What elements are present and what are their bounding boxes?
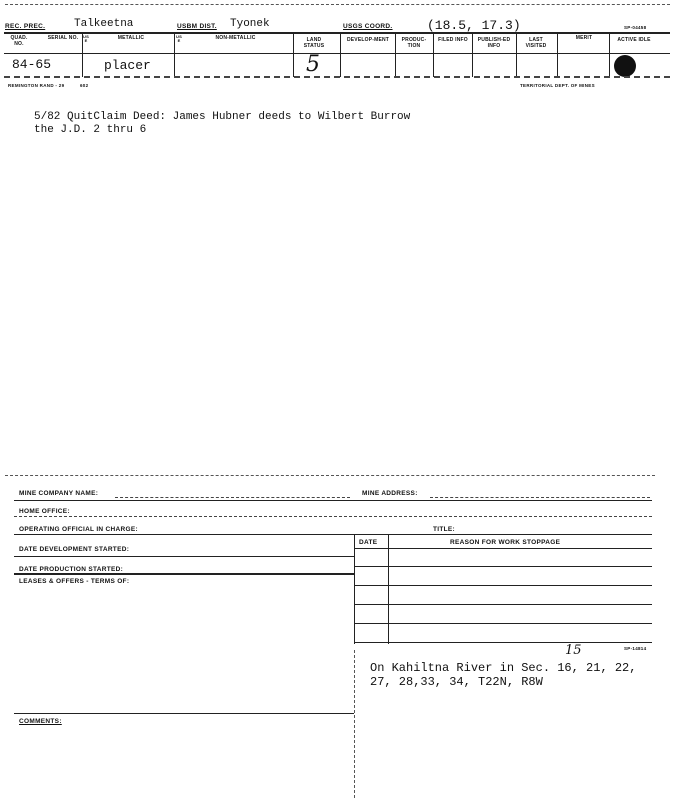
- col-published-info: PUBLISH-ED INFO: [477, 37, 511, 49]
- rule-4: [14, 556, 354, 557]
- footer-right: TERRITORIAL DEPT. OF MINES: [520, 83, 595, 88]
- divider-8: [516, 33, 517, 77]
- table-rule-4: [354, 604, 652, 605]
- table-rule-5: [354, 623, 652, 624]
- col-active-idle: ACTIVE IDLE: [617, 37, 651, 43]
- table-rule-1: [354, 548, 652, 549]
- reason-col-header: REASON FOR WORK STOPPAGE: [450, 539, 561, 546]
- date-col-header: DATE: [359, 539, 378, 546]
- title-label: TITLE:: [433, 526, 456, 533]
- col-non-metallic: NON-METALLIC: [215, 35, 256, 41]
- col-development: DEVELOP-MENT: [346, 37, 390, 43]
- col-quad-no: QUAD. NO.: [10, 35, 28, 47]
- card-bottom-rule: [4, 76, 670, 78]
- table-rule-6: [354, 642, 652, 643]
- typed-note-line-1: 5/82 QuitClaim Deed: James Hubner deeds to Wilbert Burrow: [34, 111, 411, 123]
- rule-3: [14, 534, 652, 535]
- header-rule: [4, 32, 670, 34]
- usbm-dist-value: Tyonek: [230, 18, 270, 30]
- divider-4: [340, 33, 341, 77]
- quad-serial-value: 84-65: [12, 57, 52, 72]
- leases-label: LEASES & OFFERS - TERMS OF:: [19, 578, 130, 585]
- operating-official-label: OPERATING OFFICIAL IN CHARGE:: [19, 526, 138, 533]
- divider-10: [609, 33, 610, 77]
- usgs-coord-value: (18.5, 17.3): [427, 18, 521, 33]
- divider-1: [82, 33, 83, 77]
- form-number-top: SP-04458: [624, 25, 647, 30]
- divider-2: [174, 33, 175, 77]
- rec-prec-label: REC. PREC.: [5, 23, 46, 30]
- metallic-value: placer: [104, 58, 151, 73]
- table-left-border: [354, 534, 355, 644]
- usgs-coord-label: USGS COORD.: [343, 23, 393, 30]
- active-status-dot-icon: [614, 55, 636, 77]
- col-production: PRODUC-TION: [401, 37, 427, 49]
- col-serial-no: SERIAL NO.: [47, 35, 79, 41]
- top-edge-line: [5, 4, 670, 5]
- footer-code: 602: [80, 83, 89, 88]
- divider-5: [395, 33, 396, 77]
- typed-note-line-2: the J.D. 2 thru 6: [34, 124, 147, 136]
- rec-prec-value: Talkeetna: [74, 18, 134, 30]
- col-metallic: METALLIC: [117, 35, 145, 41]
- back-form-top-edge: [5, 475, 655, 476]
- table-rule-2: [354, 566, 652, 567]
- table-rule-3: [354, 585, 652, 586]
- col-last-visited: LAST VISITED: [525, 37, 547, 49]
- rule-1: [14, 500, 652, 501]
- comments-label: COMMENTS:: [19, 718, 62, 725]
- mine-company-name-label: MINE COMPANY NAME:: [19, 490, 99, 497]
- usbm-dist-label: USBM DIST.: [177, 23, 217, 30]
- rule-comments: [14, 713, 354, 714]
- lower-center-divider: [354, 650, 355, 798]
- mine-address-label: MINE ADDRESS:: [362, 490, 418, 497]
- col-land-status: LAND STATUS: [303, 37, 325, 49]
- col-use-2: USE: [176, 34, 182, 43]
- divider-6: [433, 33, 434, 77]
- col-merit: MERIT: [575, 35, 593, 41]
- date-prod-started-label: DATE PRODUCTION STARTED:: [19, 566, 124, 573]
- divider-3: [293, 33, 294, 77]
- divider-7: [472, 33, 473, 77]
- handwritten-mark: 15: [565, 643, 582, 658]
- col-filed-info: FILED INFO: [438, 37, 468, 43]
- mine-company-name-line: [115, 497, 350, 498]
- col-use-1: USE: [83, 34, 89, 43]
- land-status-value: 5: [306, 52, 320, 77]
- location-note: [370, 661, 636, 689]
- table-date-divider: [388, 534, 389, 644]
- rule-2: [14, 516, 652, 517]
- typed-note: [34, 111, 410, 137]
- divider-9: [557, 33, 558, 77]
- footer-left: REMINGTON RAND - 29: [8, 83, 65, 88]
- rule-5: [14, 573, 354, 575]
- location-line-2: 27, 28,33, 34, T22N, R8W: [370, 675, 543, 689]
- location-line-1: On Kahiltna River in Sec. 16, 21, 22,: [370, 661, 637, 675]
- column-header-rule: [4, 53, 670, 54]
- form-number-bottom: SP-14814: [624, 646, 647, 651]
- date-dev-started-label: DATE DEVELOPMENT STARTED:: [19, 546, 130, 553]
- home-office-label: HOME OFFICE:: [19, 508, 70, 515]
- mine-address-line: [430, 497, 650, 498]
